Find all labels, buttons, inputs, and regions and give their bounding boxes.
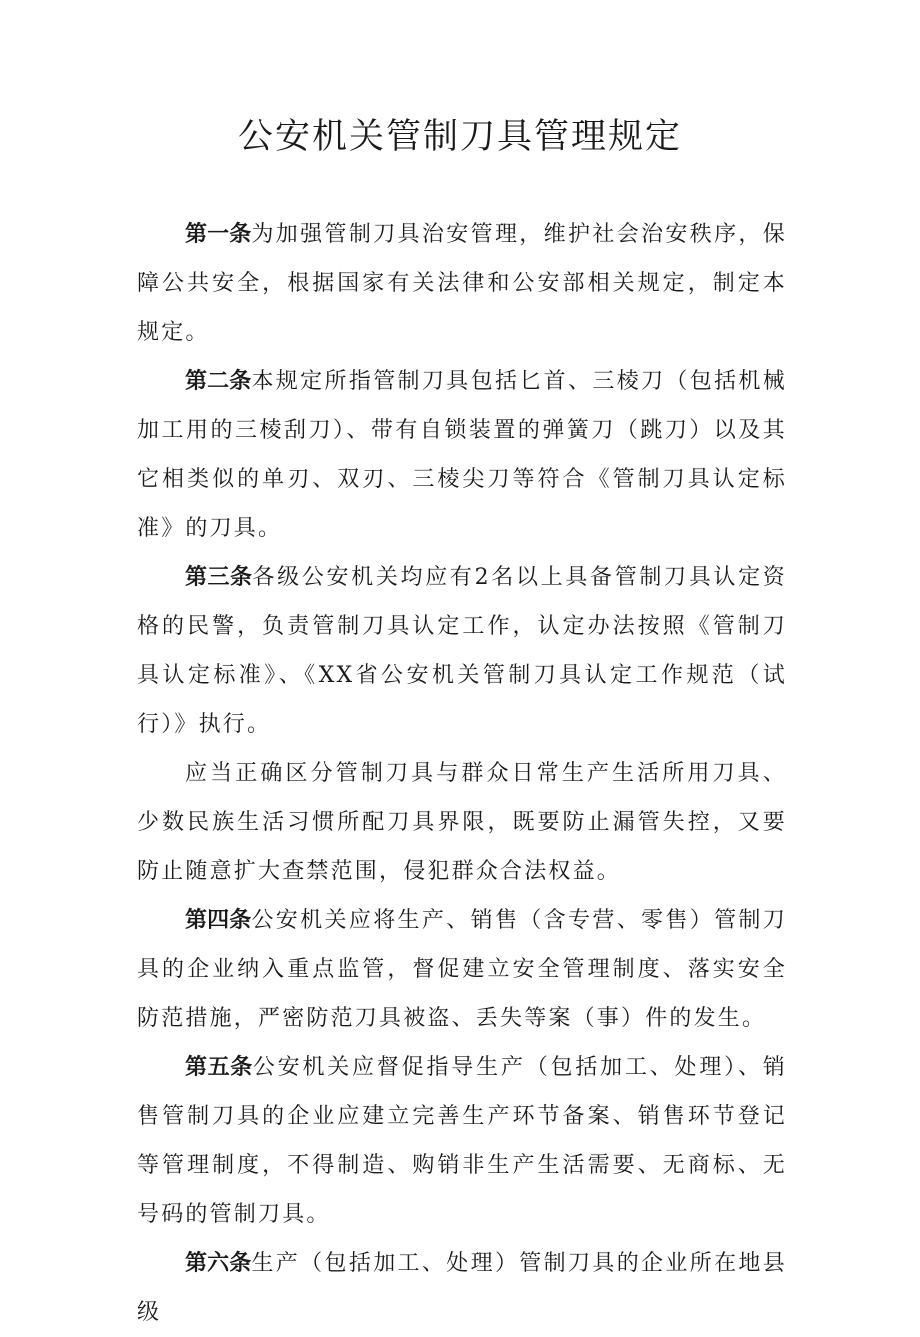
article-number: 第三条 (185, 565, 253, 590)
paragraph-article-3 (137, 553, 787, 749)
paragraph-article-4 (137, 896, 787, 1043)
article-number: 第一条 (185, 222, 252, 247)
paragraph-article-3-continued (137, 749, 787, 896)
paragraph-article-2 (137, 357, 787, 553)
article-number: 第四条 (185, 908, 252, 933)
paragraph-article-1 (137, 210, 787, 357)
article-text: 本规定所指管制刀具包括匕首、三棱刀（包括机械加工用的三棱刮刀）、带有自锁装置的弹簧刀（跳刀）以及其它相类似的单刃、双刃、三棱尖刀等符合《管制刀具认定标准》的刀具。 (137, 369, 787, 541)
article-number: 第二条 (185, 369, 252, 394)
article-text: 应当正确区分管制刀具与群众日常生产生活所用刀具、少数民族生活习惯所配刀具界限，既要防止漏管失控，又要防止随意扩大查禁范围，侵犯群众合法权益。 (137, 761, 787, 884)
article-number: 第五条 (185, 1055, 253, 1080)
article-text: 公安机关应将生产、销售（含专营、零售）管制刀具的企业纳入重点监管，督促建立安全管理制度、落实安全防范措施，严密防范刀具被盗、丢失等案（事）件的发生。 (137, 908, 787, 1031)
article-text: 各级公安机关均应有2名以上具备管制刀具认定资格的民警，负责管制刀具认定工作，认定办法按照《管制刀具认定标准》、《XX省公安机关管制刀具认定工作规范（试行）》执行。 (137, 565, 787, 737)
paragraph-article-5 (137, 1043, 787, 1239)
article-text: 公安机关应督促指导生产（包括加工、处理）、销售管制刀具的企业应建立完善生产环节备案、销售环节登记等管理制度，不得制造、购销非生产生活需要、无商标、无号码的管制刀具。 (137, 1055, 787, 1227)
document-title: 公安机关管制刀具管理规定 (237, 117, 682, 157)
paragraph-article-6 (137, 1239, 787, 1337)
article-number: 第六条 (185, 1251, 252, 1276)
article-text: 为加强管制刀具治安管理，维护社会治安秩序，保障公共安全，根据国家有关法律和公安部相关规定，制定本规定。 (137, 222, 787, 345)
document-body (137, 210, 787, 1337)
article-text: 生产（包括加工、处理）管制刀具的企业所在地县级 (137, 1251, 787, 1325)
